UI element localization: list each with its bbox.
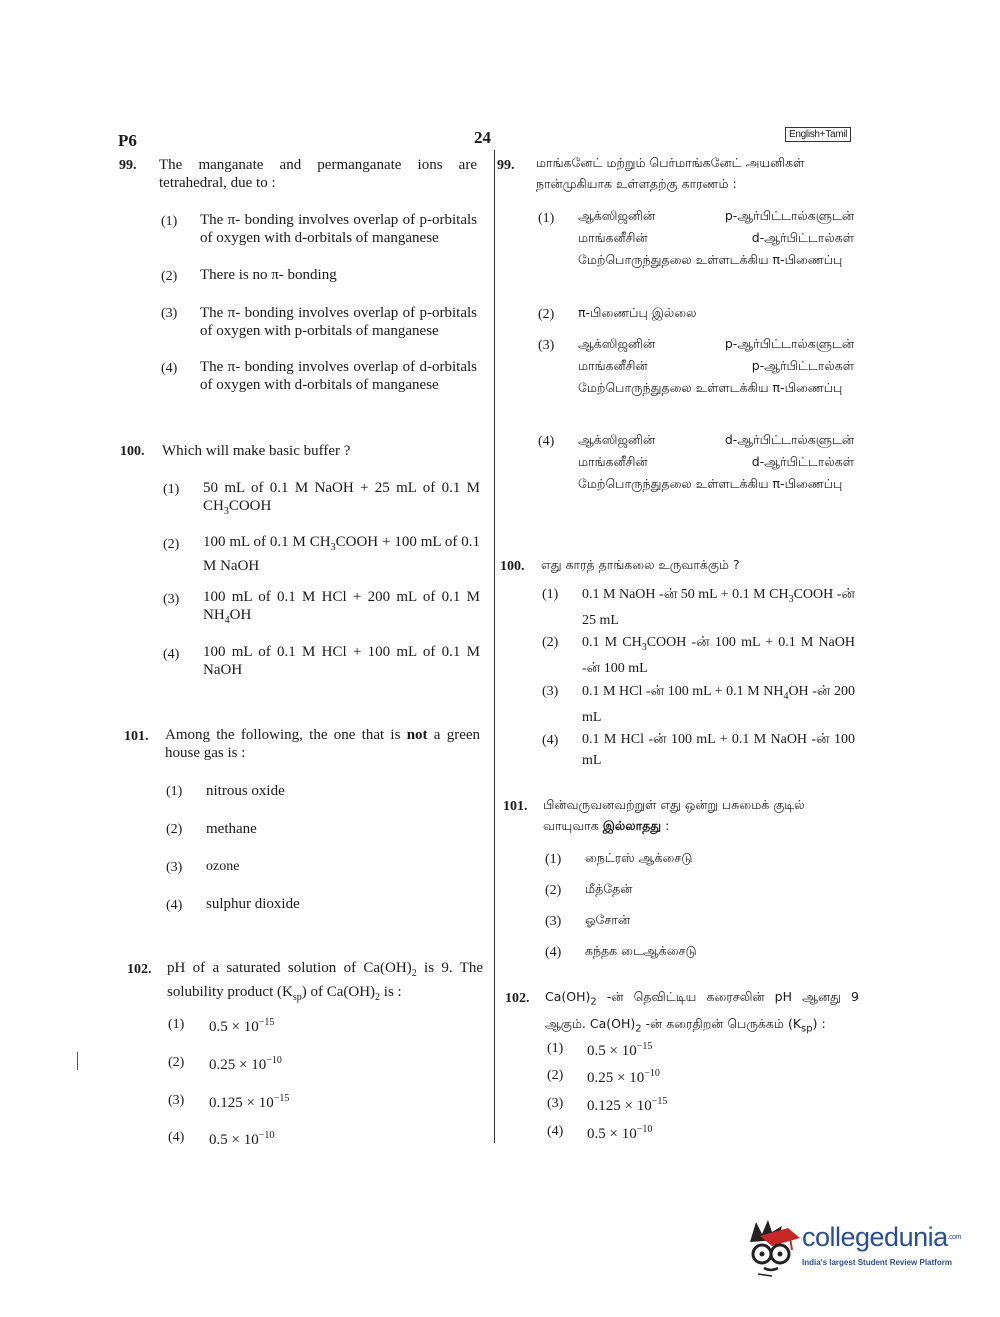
- en-q102-text: pH of a saturated solution of $Ca(OH)_2$ is 9. The solubility product $(K_{sp})$ of $Ca(OH)_2$ is :: [167, 960, 483, 1003]
- en-q99-opt2-text: There is no π- bonding: [200, 267, 337, 283]
- en-q101-opt1-number: (1): [166, 784, 183, 799]
- ta-q99-opt1-text: ஆக்ஸிஜனின் p-ஆர்பிட்டால்களுடன் மாங்கனீசின் d-ஆர்பிட்டால்கள் மேற்பொருந்துதலை உள்ளடக்கிய π-பிணைப்பு: [578, 208, 854, 267]
- en-q101-opt1-text: nitrous oxide: [206, 783, 285, 799]
- ta-q100-opt4-number: (4): [542, 733, 559, 748]
- en-q100-number: 100.: [120, 444, 145, 459]
- logo-tagline: India's largest Student Review Platform: [802, 1258, 952, 1267]
- en-q101-opt3-number: (3): [166, 860, 183, 875]
- ta-q100-opt1-number: (1): [542, 587, 559, 602]
- en-q100-opt1-number: (1): [163, 482, 180, 497]
- en-q101-text: Among the following, the one that is not a green house gas is :: [165, 727, 481, 761]
- en-q99-opt4-number: (4): [161, 361, 178, 376]
- en-q100-opt3-text: 100 mL of 0.1 M HCl + 200 mL of 0.1 M $NH_4OH$: [203, 589, 480, 626]
- ta-q102-opt3-number: (3): [547, 1096, 564, 1111]
- en-q102-number: 102.: [127, 962, 152, 977]
- ta-q102-opt2-number: (2): [547, 1068, 564, 1083]
- en-q101-opt4-number: (4): [166, 898, 183, 913]
- ta-q102-text: $Ca(OH)_2$ -ன் தெவிட்டிய கரைசலின் pH ஆனது 9 ஆகும். $Ca(OH)_2$ -ன் கரைதிறன் பெருக்கம் $(K_{sp})$ :: [545, 989, 859, 1034]
- en-q100-opt4-number: (4): [163, 647, 180, 662]
- ta-q101-number: 101.: [503, 799, 528, 814]
- ta-q102-opt4-text: $0.5 \times 10^{-10}$: [587, 1124, 653, 1142]
- en-q100-opt1-text: 50 mL of 0.1 M NaOH + 25 mL of 0.1 M $CH_3COOH$: [203, 480, 480, 517]
- ta-q101-text: பின்வருவனவற்றுள் எது ஒன்று பசுமைக் குடில் வாயுவாக இல்லாதது :: [543, 797, 805, 833]
- en-q99-number: 99.: [119, 158, 137, 173]
- ta-q99-opt2-number: (2): [538, 307, 555, 322]
- margin-mark: [77, 1052, 78, 1070]
- en-q99-opt4-text: The π- bonding involves overlap of d-orbitals of oxygen with d-orbitals of manganese: [200, 359, 477, 393]
- ta-q100-number: 100.: [500, 559, 525, 574]
- ta-q100-text: எது காரத் தாங்கலை உருவாக்கும் ?: [541, 557, 740, 572]
- en-q99-opt3-text: The π- bonding involves overlap of p-orbitals of oxygen with p-orbitals of manganese: [200, 305, 477, 339]
- ta-q100-opt1-text: 0.1 M NaOH -ன் 50 mL + 0.1 M $CH_3COOH$ -ன் 25 mL: [582, 587, 855, 628]
- ta-q102-opt4-number: (4): [547, 1124, 564, 1139]
- en-q102-opt3-text: $0.125 \times 10^{-15}$: [209, 1093, 290, 1111]
- ta-q99-number: 99.: [497, 158, 515, 173]
- en-q101-opt2-text: methane: [206, 821, 257, 837]
- en-q102-opt1-number: (1): [168, 1017, 185, 1032]
- ta-q99-opt1-number: (1): [538, 211, 555, 226]
- en-q99-text: The manganate and permanganate ions are tetrahedral, due to :: [159, 157, 477, 191]
- en-q101-opt3-text: ozone: [206, 859, 240, 874]
- ta-q100-opt4-text: 0.1 M HCl -ன் 100 mL + 0.1 M NaOH -ன் 100 mL: [582, 732, 855, 768]
- en-q100-opt4-text: 100 mL of 0.1 M HCl + 100 mL of 0.1 M NaOH: [203, 644, 480, 678]
- en-q102-opt2-text: $0.25 \times 10^{-10}$: [209, 1055, 282, 1073]
- en-q99-opt1-text: The π- bonding involves overlap of p-orbitals of oxygen with d-orbitals of manganese: [200, 212, 477, 246]
- en-q100-opt2-number: (2): [163, 537, 180, 552]
- en-q101-number: 101.: [124, 729, 149, 744]
- ta-q101-opt2-number: (2): [545, 883, 562, 898]
- en-q102-opt1-text: $0.5 \times 10^{-15}$: [209, 1017, 275, 1035]
- ta-q102-number: 102.: [505, 991, 530, 1006]
- ta-q100-opt3-text: 0.1 M HCl -ன் 100 mL + 0.1 M $NH_4OH$ -ன் 200 mL: [582, 684, 855, 725]
- en-q100-opt2-text: 100 mL of 0.1 M $CH_3COOH + 100$ mL of 0.1 M NaOH: [203, 534, 480, 574]
- ta-q100-opt2-text: 0.1 M $CH_3COOH$ -ன் 100 mL + 0.1 M NaOH -ன் 100 mL: [582, 635, 855, 676]
- en-q100-text: Which will make basic buffer ?: [162, 443, 351, 459]
- en-q101-opt4-text: sulphur dioxide: [206, 896, 300, 912]
- ta-q101-opt3-text: ஓசோன்: [585, 912, 630, 927]
- en-q102-opt3-number: (3): [168, 1093, 185, 1108]
- collegedunia-logo[interactable]: [742, 1216, 972, 1280]
- en-q99-opt1-number: (1): [161, 214, 178, 229]
- ta-q101-opt2-text: மீத்தேன்: [585, 881, 633, 896]
- language-label: English+Tamil: [785, 127, 851, 142]
- ta-q102-opt3-text: $0.125 \times 10^{-15}$: [587, 1096, 668, 1114]
- ta-q101-opt1-text: நைட்ரஸ் ஆக்சைடு: [585, 850, 693, 865]
- en-q102-opt4-text: $0.5 \times 10^{-10}$: [209, 1130, 275, 1148]
- en-q99-opt3-number: (3): [161, 306, 178, 321]
- en-q102-opt2-number: (2): [168, 1055, 185, 1070]
- ta-q100-opt2-number: (2): [542, 635, 559, 650]
- ta-q102-opt1-number: (1): [547, 1041, 564, 1056]
- en-q101-opt2-number: (2): [166, 822, 183, 837]
- page-code: P6: [118, 131, 137, 150]
- ta-q99-opt4-number: (4): [538, 434, 555, 449]
- ta-q101-opt4-number: (4): [545, 945, 562, 960]
- ta-q101-opt4-text: கந்தக டைஆக்சைடு: [585, 943, 697, 958]
- ta-q99-opt2-text: π-பிணைப்பு இல்லை: [578, 305, 697, 320]
- en-q100-opt3-number: (3): [163, 592, 180, 607]
- page-number: 24: [474, 128, 491, 147]
- en-q99-opt2-number: (2): [161, 269, 178, 284]
- ta-q102-opt2-text: $0.25 \times 10^{-10}$: [587, 1068, 660, 1086]
- mascot-icon: [742, 1216, 802, 1278]
- ta-q101-opt1-number: (1): [545, 852, 562, 867]
- ta-q99-opt3-text: ஆக்ஸிஜனின் p-ஆர்பிட்டால்களுடன் மாங்கனீசின் p-ஆர்பிட்டால்கள் மேற்பொருந்துதலை உள்ளடக்கிய π-பிணைப்பு: [578, 336, 854, 395]
- en-q102-opt4-number: (4): [168, 1130, 185, 1145]
- ta-q100-opt3-number: (3): [542, 684, 559, 699]
- ta-q99-opt4-text: ஆக்ஸிஜனின் d-ஆர்பிட்டால்களுடன் மாங்கனீசின் d-ஆர்பிட்டால்கள் மேற்பொருந்துதலை உள்ளடக்கிய π-பிணைப்பு: [578, 432, 854, 491]
- ta-q101-opt3-number: (3): [545, 914, 562, 929]
- ta-q102-opt1-text: $0.5 \times 10^{-15}$: [587, 1041, 653, 1059]
- column-divider: [494, 150, 495, 1143]
- logo-wordmark: collegedunia$^{.com}$: [802, 1222, 961, 1252]
- ta-q99-text: மாங்கனேட் மற்றும் பெர்மாங்கனேட் அயனிகள் நான்முகியாக உள்ளதற்கு காரணம் :: [536, 155, 805, 191]
- ta-q99-opt3-number: (3): [538, 338, 555, 353]
